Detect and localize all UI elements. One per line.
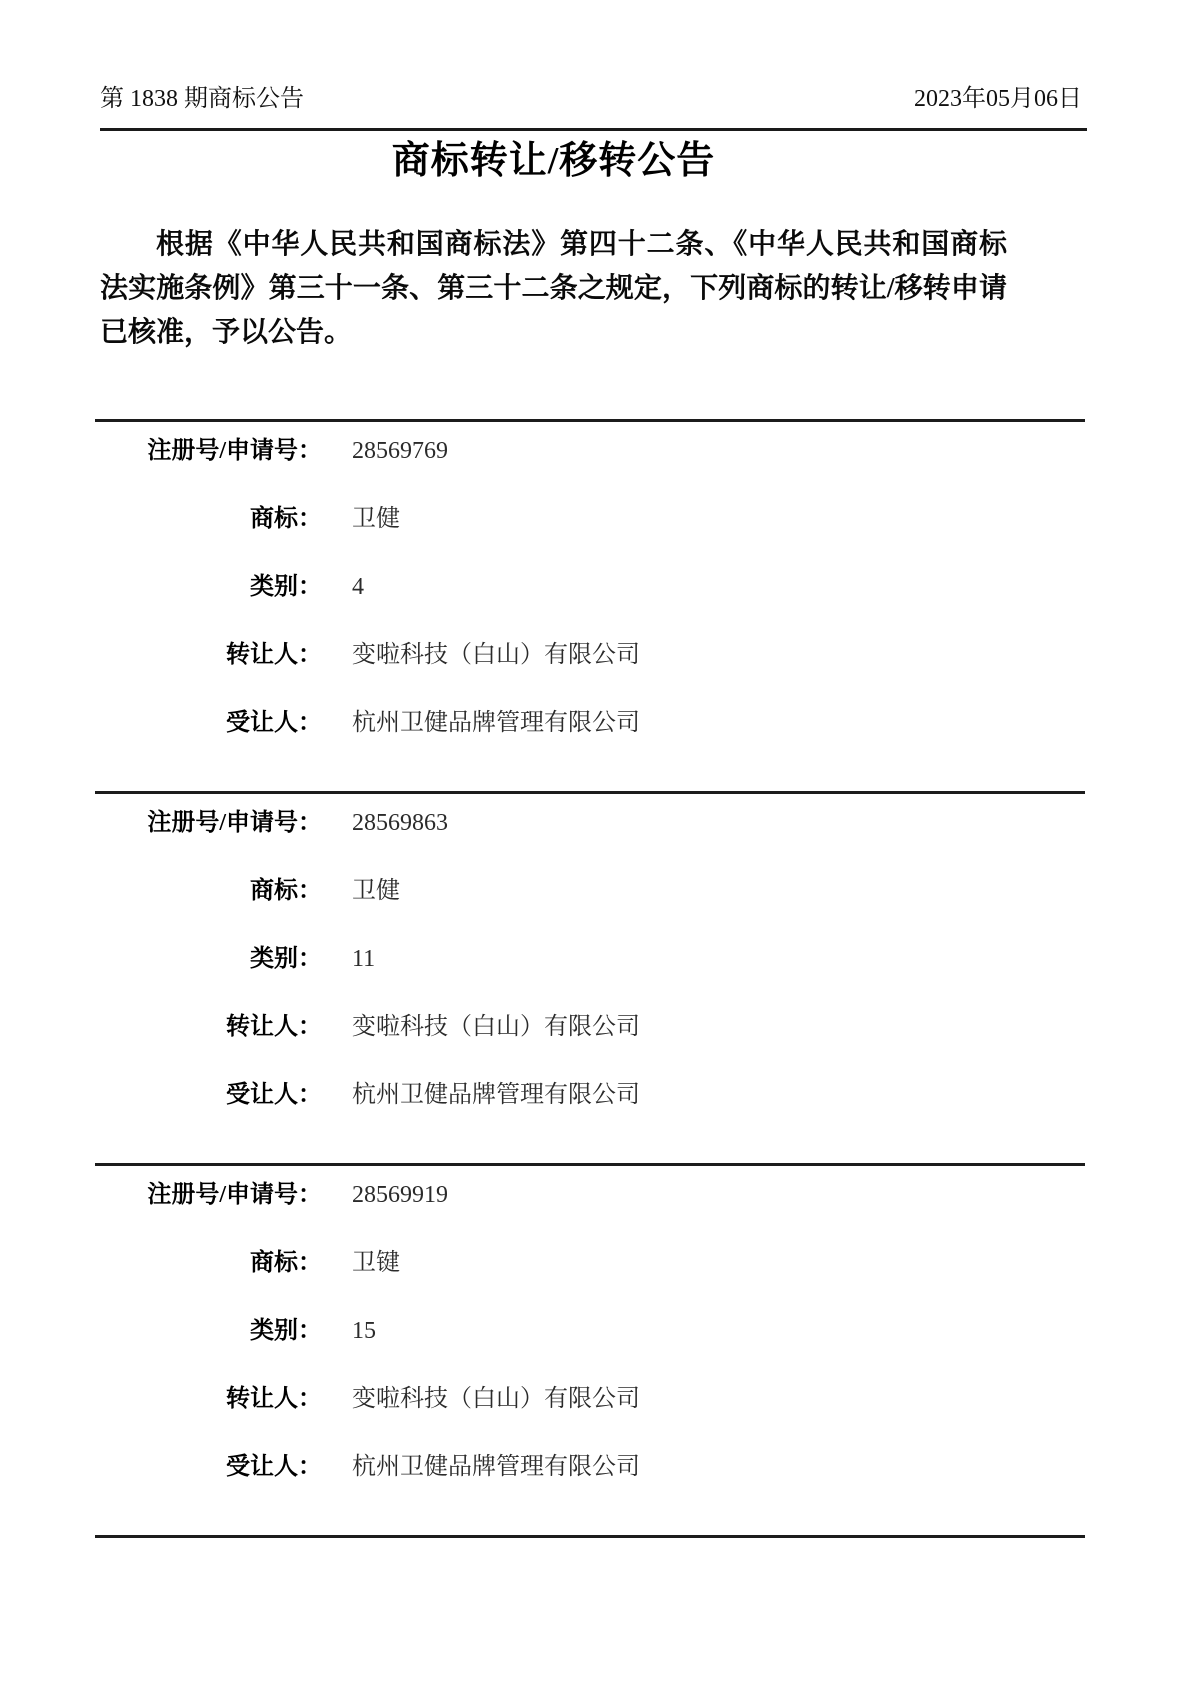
field-value-assignee: 杭州卫健品牌管理有限公司 [352,710,640,736]
field-row-assignor [95,1384,1085,1414]
field-row-trademark [95,1248,1085,1278]
trademark-record [95,419,1085,738]
trademark-record [95,791,1085,1110]
field-row-class [95,572,1085,602]
field-row-assignee [95,708,1085,738]
field-row-class [95,1316,1085,1346]
field-label-reg-no: 注册号/申请号： [147,810,322,836]
header-divider [100,128,1087,131]
field-row-assignee [95,1452,1085,1482]
publication-date: 2023年05月06日 [914,86,1082,112]
field-value-trademark: 卫健 [352,506,400,532]
field-label-class: 类别： [250,946,322,972]
content-column [100,137,1007,355]
field-row-reg-no [95,808,1085,838]
field-value-class: 11 [352,946,376,972]
page-title: 商标转让/移转公告 [391,140,716,182]
field-row-assignee [95,1080,1085,1110]
gazette-issue-number: 第 1838 期商标公告 [100,86,304,112]
field-row-reg-no [95,436,1085,466]
field-value-reg-no: 28569919 [352,1182,448,1208]
bottom-divider [95,1535,1085,1538]
field-label-reg-no: 注册号/申请号： [147,438,322,464]
field-row-trademark [95,876,1085,906]
field-label-class: 类别： [250,1318,322,1344]
intro-paragraph: 根据《中华人民共和国商标法》第四十二条、《中华人民共和国商标法实施条例》第三十一条、第三十二条之规定，下列商标的转让/移转申请已核准，予以公告。 [100,229,1007,348]
field-row-reg-no [95,1180,1085,1210]
field-label-assignee: 受让人： [226,710,322,736]
field-row-assignor [95,640,1085,670]
field-label-reg-no: 注册号/申请号： [147,1182,322,1208]
field-label-trademark: 商标： [250,506,322,532]
field-value-assignor: 变啦科技（白山）有限公司 [352,1386,640,1412]
field-label-assignee: 受让人： [226,1082,322,1108]
field-label-assignor: 转让人： [226,1014,322,1040]
field-value-reg-no: 28569863 [352,810,448,836]
field-value-class: 15 [352,1318,376,1344]
field-value-class: 4 [352,574,364,600]
document-header [100,0,1082,114]
field-value-reg-no: 28569769 [352,438,448,464]
field-value-trademark: 卫键 [352,1250,400,1276]
field-row-assignor [95,1012,1085,1042]
field-label-assignor: 转让人： [226,1386,322,1412]
trademark-record [95,1163,1085,1482]
field-value-assignor: 变啦科技（白山）有限公司 [352,1014,640,1040]
field-label-assignee: 受让人： [226,1454,322,1480]
field-label-trademark: 商标： [250,1250,322,1276]
field-label-class: 类别： [250,574,322,600]
field-label-trademark: 商标： [250,878,322,904]
field-value-trademark: 卫健 [352,878,400,904]
field-label-assignor: 转让人： [226,642,322,668]
field-value-assignee: 杭州卫健品牌管理有限公司 [352,1454,640,1480]
records-section [95,419,1085,1482]
field-row-class [95,944,1085,974]
field-value-assignor: 变啦科技（白山）有限公司 [352,642,640,668]
field-value-assignee: 杭州卫健品牌管理有限公司 [352,1082,640,1108]
field-row-trademark [95,504,1085,534]
